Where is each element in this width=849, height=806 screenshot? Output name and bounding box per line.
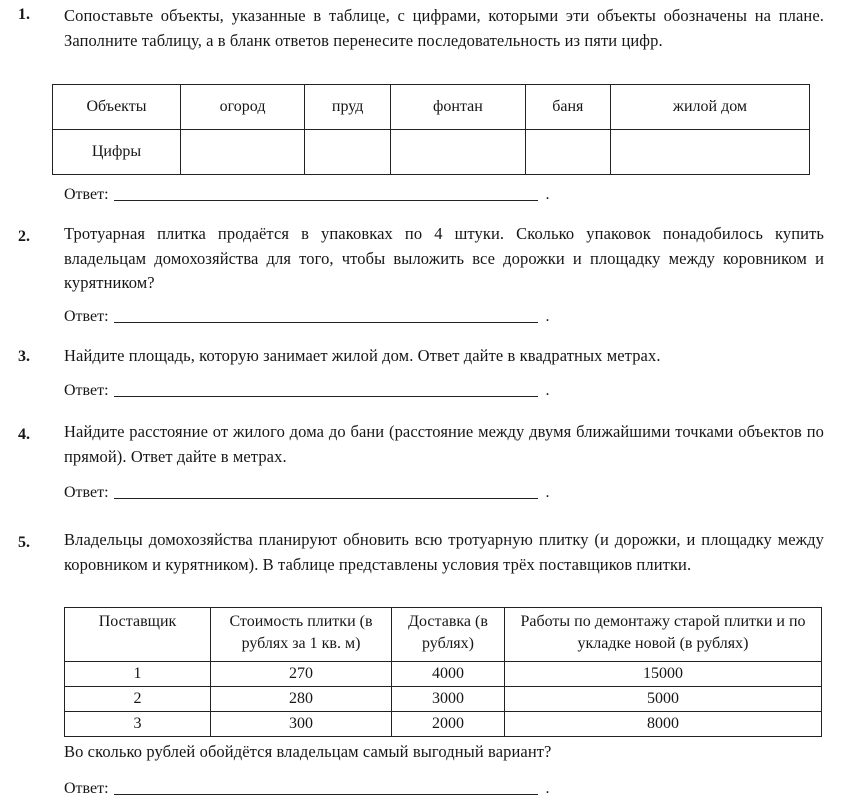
task-text: Сопоставьте объекты, указанные в таблице, с цифрами, которыми эти объекты обозначены на плане. Заполните таблицу, а в бланк ответов перенесите последовательность из пяти цифр. bbox=[64, 6, 824, 50]
table-cell: 3 bbox=[65, 712, 211, 737]
table-row bbox=[65, 662, 822, 687]
table-cell: 1 bbox=[65, 662, 211, 687]
answer-dot: . bbox=[545, 382, 550, 399]
answer-line-1 bbox=[64, 180, 550, 204]
answer-label: Ответ: bbox=[64, 382, 109, 399]
task-text: Найдите площадь, которую занимает жилой дом. Ответ дайте в квадратных метрах. bbox=[64, 346, 661, 365]
task-text: Найдите расстояние от жилого дома до бани (расстояние между двумя ближайшими точками объектов по прямой). Ответ дайте в метрах. bbox=[64, 422, 824, 466]
table-cell: 4000 bbox=[392, 662, 505, 687]
table-row bbox=[65, 712, 822, 737]
digit-input-cell[interactable] bbox=[610, 130, 809, 175]
table-cell-header: Объекты bbox=[53, 85, 181, 130]
table-cell: 280 bbox=[211, 687, 392, 712]
table-row-digits bbox=[53, 130, 810, 175]
answer-label: Ответ: bbox=[64, 186, 109, 203]
answer-dot: . bbox=[545, 780, 550, 797]
table-cell: 8000 bbox=[505, 712, 822, 737]
task-text: Тротуарная плитка продаётся в упаковках по 4 штуки. Сколько упаковок понадобилось купить владельцам домохозяйства для того, чтобы выложить все дорожки и площадку между коровником и курятником? bbox=[64, 224, 824, 292]
table-cell-object: баня bbox=[525, 85, 610, 130]
table-cell: 2000 bbox=[392, 712, 505, 737]
table-cell-header: Цифры bbox=[53, 130, 181, 175]
answer-label: Ответ: bbox=[64, 780, 109, 797]
table-cell: 270 bbox=[211, 662, 392, 687]
answer-line-4 bbox=[64, 478, 550, 502]
answer-line-5 bbox=[64, 774, 550, 798]
table-row bbox=[65, 687, 822, 712]
digit-input-cell[interactable] bbox=[181, 130, 305, 175]
objects-digits-table bbox=[52, 84, 810, 175]
table-cell-object: огород bbox=[181, 85, 305, 130]
answer-dot: . bbox=[545, 308, 550, 325]
table-cell-object: жилой дом bbox=[610, 85, 809, 130]
task-text: Владельцы домохозяйства планируют обновить всю тротуарную плитку (и дорожки, и площадку между коровником и курятником). В таблице представлены условия трёх поставщиков плитки. bbox=[64, 530, 824, 574]
answer-field[interactable] bbox=[114, 322, 538, 323]
answer-field[interactable] bbox=[114, 200, 538, 201]
question-text: Во сколько рублей обойдётся владельцам самый выгодный вариант? bbox=[64, 742, 552, 761]
digit-input-cell[interactable] bbox=[305, 130, 391, 175]
answer-line-2 bbox=[64, 302, 550, 326]
digit-input-cell[interactable] bbox=[391, 130, 526, 175]
table-header-delivery: Доставка (в рублях) bbox=[392, 608, 505, 662]
table-cell-object: фонтан bbox=[391, 85, 526, 130]
table-row-objects bbox=[53, 85, 810, 130]
table-header-supplier: Поставщик bbox=[65, 608, 211, 662]
answer-field[interactable] bbox=[114, 794, 538, 795]
digit-input-cell[interactable] bbox=[525, 130, 610, 175]
table-header-tile-cost: Стоимость плитки (в рублях за 1 кв. м) bbox=[211, 608, 392, 662]
task-number: 2. bbox=[18, 228, 30, 245]
table-header-row bbox=[65, 608, 822, 662]
task-number: 5. bbox=[18, 534, 30, 551]
answer-label: Ответ: bbox=[64, 308, 109, 325]
task-number: 4. bbox=[18, 426, 30, 443]
table-cell-object: пруд bbox=[305, 85, 391, 130]
task-number: 3. bbox=[18, 348, 30, 365]
answer-field[interactable] bbox=[114, 396, 538, 397]
table-cell: 3000 bbox=[392, 687, 505, 712]
answer-label: Ответ: bbox=[64, 484, 109, 501]
table-cell: 15000 bbox=[505, 662, 822, 687]
table-cell: 5000 bbox=[505, 687, 822, 712]
table-cell: 2 bbox=[65, 687, 211, 712]
answer-line-3 bbox=[64, 376, 550, 400]
suppliers-table bbox=[64, 607, 822, 737]
task-number: 1. bbox=[18, 6, 30, 23]
table-header-works: Работы по демонтажу старой плитки и по укладке новой (в рублях) bbox=[505, 608, 822, 662]
answer-dot: . bbox=[545, 186, 550, 203]
answer-dot: . bbox=[545, 484, 550, 501]
table-cell: 300 bbox=[211, 712, 392, 737]
answer-field[interactable] bbox=[114, 498, 538, 499]
